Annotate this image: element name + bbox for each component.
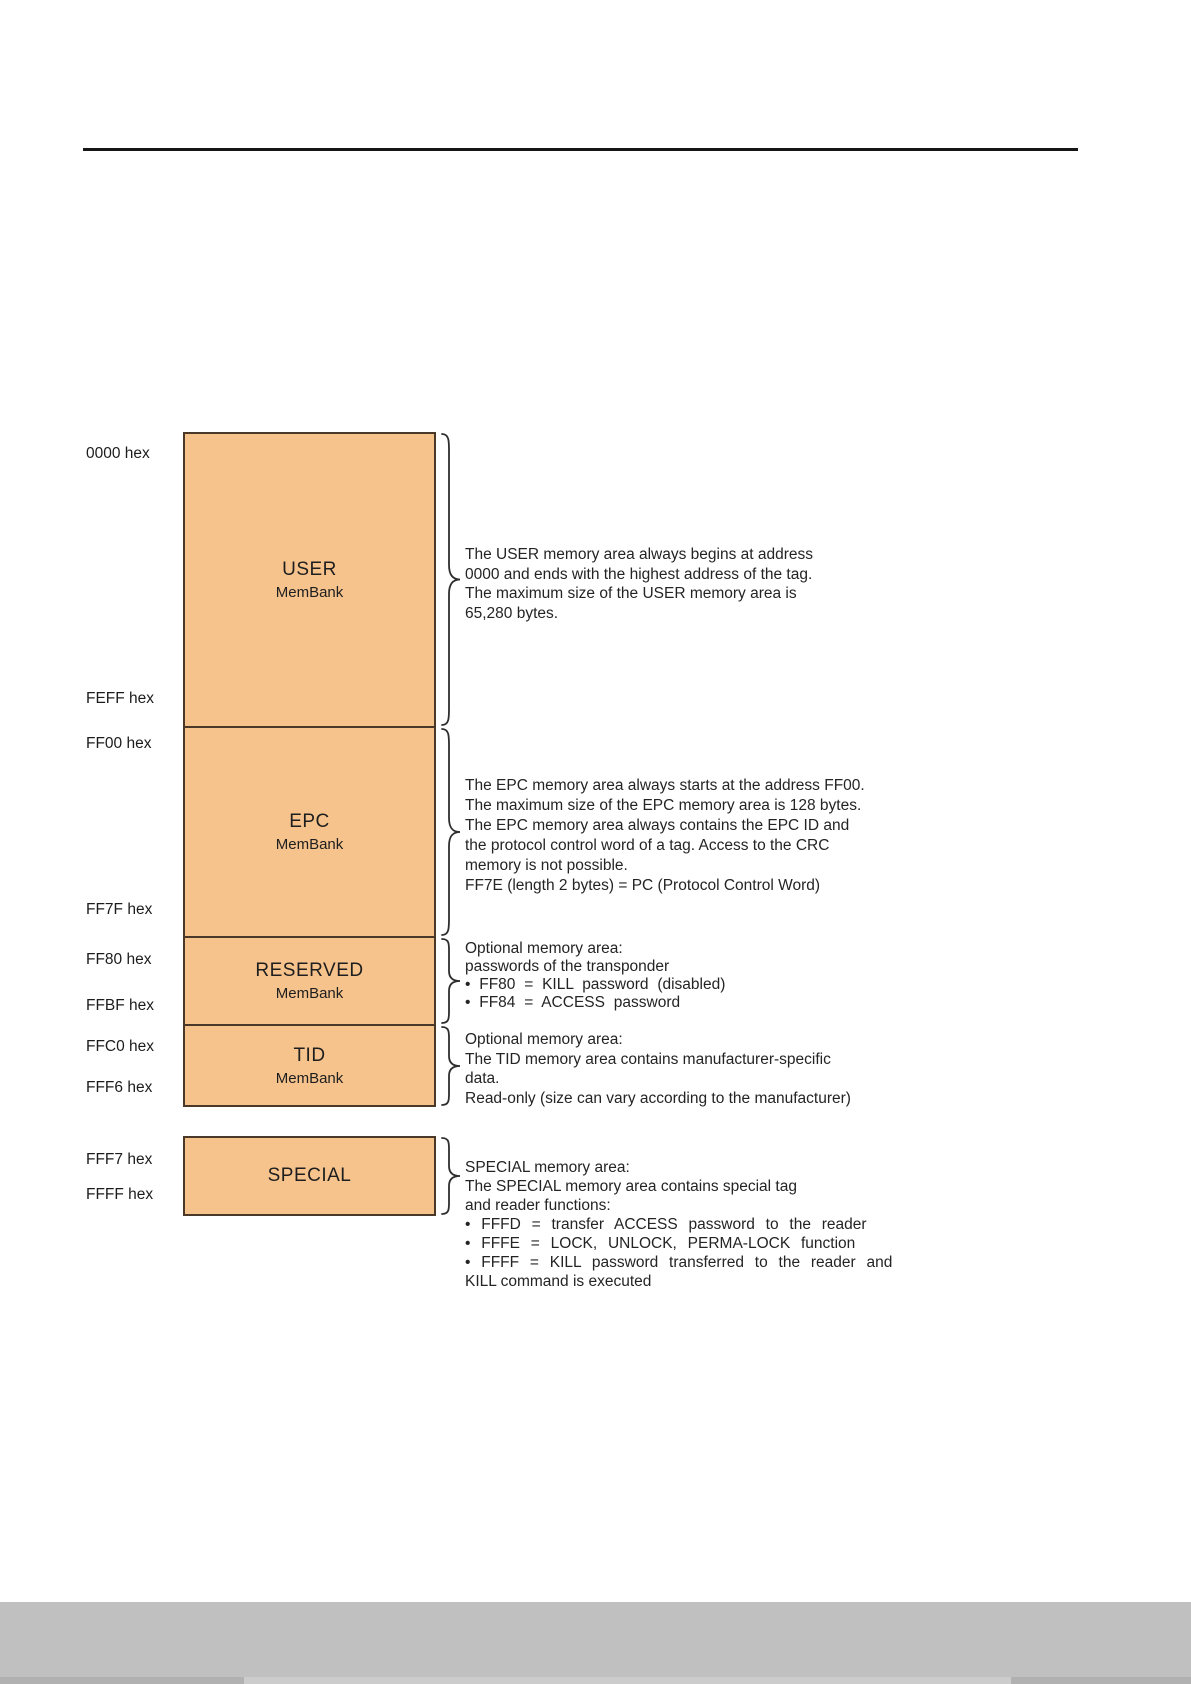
- block-subtitle: MemBank: [275, 836, 344, 853]
- user-brace-icon: [439, 432, 461, 727]
- address-label-fff6: FFF6 hex: [86, 1079, 153, 1096]
- annotation-line: the protocol control word of a tag. Access to the CRC: [465, 837, 830, 854]
- annotation-line: and reader functions:: [465, 1197, 611, 1214]
- annotation-line: • FFFF = KILL password transferred to the reader and: [465, 1254, 893, 1271]
- memory-block-epc: [185, 728, 434, 938]
- footer-strip-left: [0, 1677, 244, 1684]
- reserved-annotation: [465, 940, 725, 1012]
- special-annotation: [465, 1158, 892, 1291]
- block-title: EPC: [289, 811, 330, 832]
- address-label-ffff: FFFF hex: [86, 1186, 154, 1203]
- special-brace-icon: [439, 1136, 461, 1216]
- footer-strip-middle: [244, 1677, 1011, 1684]
- annotation-line: • FF84 = ACCESS password: [465, 994, 681, 1011]
- epc-brace-icon: [439, 727, 461, 937]
- tid-brace-icon: [439, 1025, 461, 1107]
- annotation-line: Read-only (size can vary according to the manufacturer): [465, 1089, 851, 1107]
- annotation-line: 65,280 bytes.: [465, 604, 559, 622]
- annotation-line: The maximum size of the EPC memory area is 128 bytes.: [465, 797, 862, 814]
- footer-band: [0, 1602, 1191, 1684]
- block-subtitle: MemBank: [275, 985, 344, 1002]
- annotation-line: Optional memory area:: [465, 1031, 623, 1048]
- block-subtitle: MemBank: [275, 1069, 344, 1087]
- annotation-line: The maximum size of the USER memory area is: [465, 585, 797, 602]
- annotation-line: SPECIAL memory area:: [465, 1159, 630, 1176]
- tid-annotation: [465, 1030, 851, 1108]
- address-label-ffc0: FFC0 hex: [86, 1038, 155, 1055]
- annotation-line: passwords of the transponder: [465, 958, 670, 975]
- memory-block-tid: [185, 1026, 434, 1105]
- annotation-line: • FFFD = transfer ACCESS password to the reader: [465, 1216, 867, 1233]
- annotation-line: KILL command is executed: [465, 1273, 652, 1290]
- user-annotation: [465, 545, 813, 623]
- annotation-line: The TID memory area contains manufacturer-specific: [465, 1050, 831, 1068]
- annotation-line: data.: [465, 1070, 500, 1087]
- annotation-line: memory is not possible.: [465, 857, 628, 874]
- address-label-0000: 0000 hex: [86, 445, 150, 462]
- address-label-fff7: FFF7 hex: [86, 1151, 153, 1168]
- annotation-line: The EPC memory area always contains the EPC ID and: [465, 817, 850, 834]
- address-label-ff80: FF80 hex: [86, 951, 152, 968]
- address-label-ff7f: FF7F hex: [86, 901, 153, 918]
- address-label-feff: FEFF hex: [86, 690, 155, 707]
- annotation-line: FF7E (length 2 bytes) = PC (Protocol Control Word): [465, 877, 821, 894]
- annotation-line: The SPECIAL memory area contains special tag: [465, 1178, 797, 1195]
- annotation-line: • FF80 = KILL password (disabled): [465, 976, 726, 993]
- epc-annotation: [465, 776, 865, 896]
- reserved-brace-icon: [439, 937, 461, 1025]
- block-title: USER: [282, 559, 337, 580]
- annotation-line: Optional memory area:: [465, 940, 623, 957]
- header-rule: [83, 148, 1078, 151]
- memory-block-user: [185, 434, 434, 728]
- annotation-line: • FFFE = LOCK, UNLOCK, PERMA-LOCK function: [465, 1235, 856, 1252]
- block-subtitle: MemBank: [275, 584, 344, 601]
- annotation-line: The EPC memory area always starts at the address FF00.: [465, 777, 865, 794]
- block-title: TID: [293, 1044, 326, 1066]
- block-title: RESERVED: [255, 960, 364, 981]
- address-label-ffbf: FFBF hex: [86, 997, 155, 1014]
- address-label-ff00: FF00 hex: [86, 735, 152, 752]
- block-title: SPECIAL: [267, 1165, 352, 1186]
- memory-bank-stack: [183, 432, 436, 1107]
- memory-block-special: [183, 1136, 436, 1216]
- footer-strip-right: [1011, 1677, 1191, 1684]
- annotation-line: The USER memory area always begins at address: [465, 546, 814, 563]
- annotation-line: 0000 and ends with the highest address of the tag.: [465, 565, 813, 583]
- memory-block-reserved: [185, 938, 434, 1026]
